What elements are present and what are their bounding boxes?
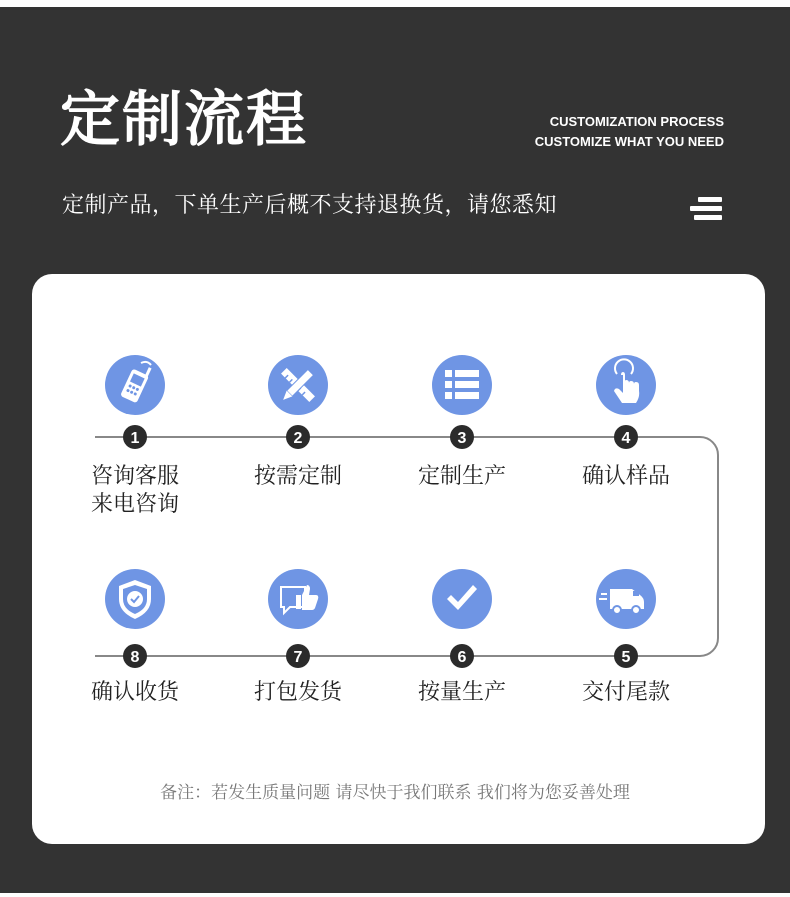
svg-text:1: 1 <box>130 430 140 447</box>
step-number-6 <box>450 644 474 668</box>
step-number-3 <box>450 425 474 449</box>
step-label-6: 按量生产 <box>417 680 506 705</box>
step-number-7 <box>286 644 310 668</box>
step-number-4 <box>614 425 638 449</box>
step-label-5: 交付尾款 <box>581 680 670 705</box>
step-number-1 <box>123 425 147 449</box>
english-subtitle-line-2: CUSTOMIZE WHAT YOU NEED <box>534 134 724 149</box>
svg-text:3: 3 <box>457 430 467 447</box>
step-label-1-line-1: 咨询客服 <box>90 464 179 489</box>
page-title: 定制流程 <box>60 85 308 155</box>
mobile-phone-icon <box>105 355 165 415</box>
pencil-ruler-icon <box>268 355 328 415</box>
step-number-5 <box>614 644 638 668</box>
svg-text:7: 7 <box>293 649 303 666</box>
step-label-3: 定制生产 <box>417 464 506 489</box>
english-subtitle-line-1: CUSTOMIZATION PROCESS <box>549 114 724 129</box>
return-policy-notice: 定制产品，下单生产后概不支持退换货，请您悉知 <box>62 193 558 218</box>
svg-text:6: 6 <box>457 649 467 666</box>
quality-footnote: 备注：若发生质量问题 请尽快于我们联系 我们将为您妥善处理 <box>160 783 630 803</box>
step-label-8: 确认收货 <box>90 680 179 705</box>
step-label-4: 确认样品 <box>581 464 670 489</box>
thumbs-up-chat-icon <box>268 569 328 629</box>
svg-text:4: 4 <box>621 430 631 447</box>
svg-text:5: 5 <box>621 649 631 666</box>
step-number-2 <box>286 425 310 449</box>
checkmark-icon <box>432 569 492 629</box>
step-label-2: 按需定制 <box>253 464 342 489</box>
svg-text:8: 8 <box>130 649 140 666</box>
step-number-8 <box>123 644 147 668</box>
svg-text:2: 2 <box>293 430 303 447</box>
step-label-1-line-2: 来电咨询 <box>90 492 179 517</box>
step-label-1 <box>75 463 195 519</box>
list-icon <box>432 355 492 415</box>
hand-touch-icon <box>596 355 656 415</box>
step-label-7: 打包发货 <box>253 680 342 705</box>
delivery-truck-icon <box>596 569 656 629</box>
shield-check-icon <box>105 569 165 629</box>
